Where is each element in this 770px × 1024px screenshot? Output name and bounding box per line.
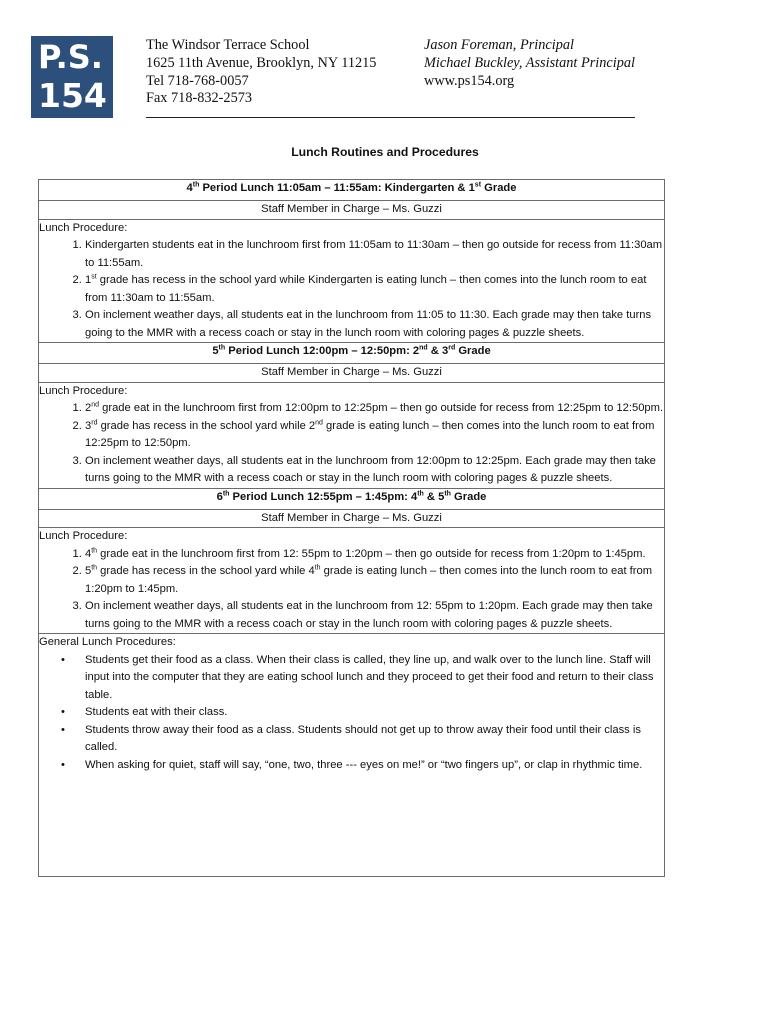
period-6-heading: 6th Period Lunch 12:55pm – 1:45pm: 4th & 5th Grade (39, 488, 665, 509)
list-item: 2. 1st grade has recess in the school yard while Kindergarten is eating lunch – then comes into the lunch room to eat from 11:30am to 11:55am. (85, 272, 664, 307)
list-item: 3. On inclement weather days, all students eat in the lunchroom from 12:00pm to 12:25pm. Each grade may then take turns going to the MMR with a recess coach or stay in the lunch room with coloring pages & puzzle sheets. (85, 453, 664, 488)
document-title: Lunch Routines and Procedures (291, 145, 479, 159)
procedure-label: Lunch Procedure: (39, 221, 128, 234)
procedure-label: Lunch Procedure: (39, 530, 128, 542)
bullet-icon: • (61, 653, 65, 666)
school-address-block (146, 37, 376, 108)
list-item: 1. Kindergarten students eat in the lunchroom first from 11:05am to 11:30am – then go outside for recess from 11:30am to 11:55am. (85, 237, 664, 272)
period-4-heading: 4th Period Lunch 11:05am – 11:55am: Kindergarten & 1st Grade (39, 180, 665, 201)
list-item: 1. 2nd grade eat in the lunchroom first from 12:00pm to 12:25pm – then go outside for recess from 12:25pm to 12:50pm. (85, 400, 664, 418)
school-name: The Windsor Terrace School (146, 37, 310, 53)
period-6-procedure (39, 528, 665, 634)
period-6-steps (39, 546, 664, 634)
period-4-steps (39, 237, 664, 342)
procedure-label: Lunch Procedure: (39, 384, 128, 397)
period-6-staff: Staff Member in Charge – Ms. Guzzi (39, 509, 665, 528)
general-procedures-list (39, 652, 664, 775)
bullet-icon: • (61, 723, 65, 736)
period-5-heading: 5th Period Lunch 12:00pm – 12:50pm: 2nd & 3rd Grade (39, 343, 665, 364)
header-divider (146, 117, 635, 118)
school-fax: Fax 718-832-2573 (146, 90, 253, 107)
logo-line-1: P.S. (38, 38, 103, 76)
administration-block (424, 37, 635, 90)
general-procedures-label: General Lunch Procedures: (39, 636, 176, 648)
bullet-icon: • (61, 706, 65, 718)
list-item: • Students throw away their food as a class. Students should not get up to throw away their food until their class is called. (61, 723, 641, 753)
list-item: • Students get their food as a class. When their class is called, they line up, and walk over to the lunch line. Staff will input into the computer that they are eating school lunch and they proceed to get their food and return to their class table. (61, 653, 654, 701)
assistant-principal-name: Michael Buckley, Assistant Principal (424, 54, 635, 71)
period-4-staff: Staff Member in Charge – Ms. Guzzi (39, 201, 665, 220)
general-procedures (39, 634, 665, 877)
list-item: 1. 4th grade eat in the lunchroom first from 12: 55pm to 1:20pm – then go outside for recess from 1:20pm to 1:45pm. (85, 546, 664, 564)
principal-name: Jason Foreman, Principal (424, 37, 574, 53)
list-item: • When asking for quiet, staff will say, “one, two, three --- eyes on me!” or “two fingers up”, or clap in rhythmic time. (85, 757, 664, 775)
bullet-icon: • (61, 758, 65, 771)
list-item: • Students eat with their class. (85, 704, 664, 722)
school-street-address: 1625 11th Avenue, Brooklyn, NY 11215 (146, 54, 377, 71)
list-item: 3. On inclement weather days, all students eat in the lunchroom from 12: 55pm to 1:20pm. Each grade may then take turns going to the MMR with a recess coach or stay in the lunch room with coloring pages & puzzle sheets. (85, 598, 664, 633)
period-5-steps (39, 400, 664, 488)
logo-line-2: 154 (38, 76, 107, 115)
school-logo (31, 36, 113, 118)
period-5-staff: Staff Member in Charge – Ms. Guzzi (39, 364, 665, 383)
list-item: 2. 3rd grade has recess in the school yard while 2nd grade is eating lunch – then comes into the lunch room to eat from 12:25pm to 12:50pm. (85, 418, 664, 453)
list-item: 2. 5th grade has recess in the school yard while 4th grade is eating lunch – then comes into the lunch room to eat from 1:20pm to 1:45pm. (85, 563, 664, 598)
list-item: 3. On inclement weather days, all students eat in the lunchroom from 11:05 to 11:30. Each grade may then take turns going to the MMR with a recess coach or stay in the lunch room with coloring pages & puzzle sheets. (85, 307, 664, 342)
lunch-schedule-table (38, 179, 665, 877)
period-4-procedure (39, 219, 665, 343)
period-5-procedure (39, 382, 665, 488)
school-website: www.ps154.org (424, 72, 515, 89)
school-telephone: Tel 718-768-0057 (146, 72, 249, 89)
